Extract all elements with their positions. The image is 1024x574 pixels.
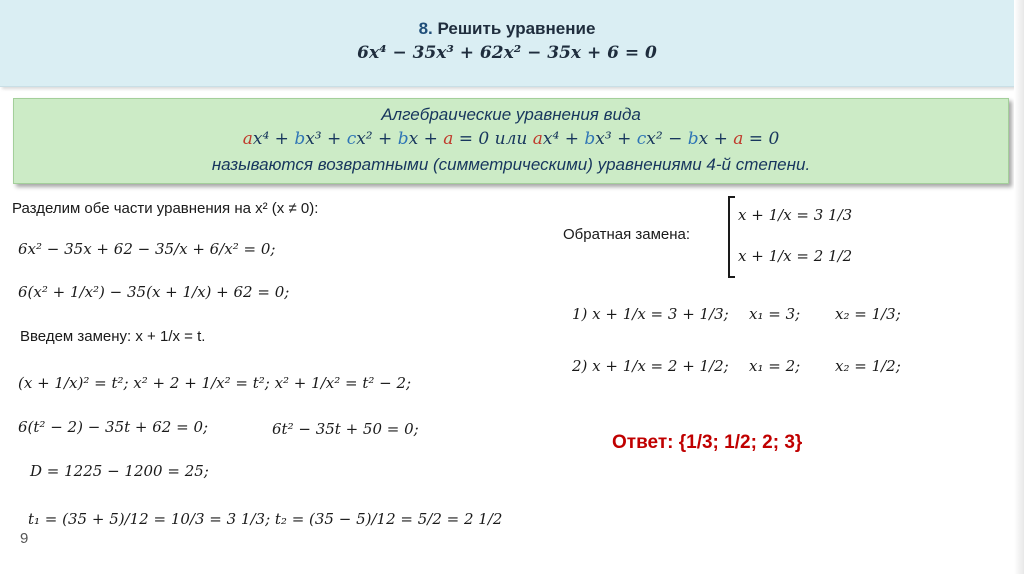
equation-step-4b: 6t² − 35t + 50 = 0; xyxy=(272,420,419,438)
discriminant: D = 1225 − 1200 = 25; xyxy=(30,462,209,480)
system-bracket xyxy=(728,196,735,278)
coef-b: b xyxy=(294,129,306,149)
case-1-equation: 1) x + 1/x = 3 + 1/3; xyxy=(572,305,729,323)
problem-number: 8. xyxy=(418,19,433,38)
equation-step-1: 6x² − 35x + 62 − 35/x + 6/x² = 0; xyxy=(18,240,276,258)
coef-a: a xyxy=(242,129,253,149)
system-equation-2: x + 1/x = 2 1/2 xyxy=(738,247,853,265)
slide-title xyxy=(0,19,1014,39)
answer: Ответ: {1/3; 1/2; 2; 3} xyxy=(612,432,803,453)
definition-conclusion: называются возвратными (симметрическими) уравнениями 4-й степени. xyxy=(211,155,811,174)
case-1-root-1: x₁ = 3; xyxy=(749,305,801,323)
slide-edge-shadow xyxy=(1014,0,1024,574)
roots: t₁ = (35 + 5)/12 = 10/3 = 3 1/3; t₂ = (35 − 5)/12 = 5/2 = 2 1/2 xyxy=(28,510,503,528)
definition-formula: ax⁴ + bx³ + cx² + bx + a = 0 или ax⁴ + bx³ + cx² − bx + a = 0 xyxy=(242,129,780,149)
problem-title: Решить уравнение xyxy=(437,19,596,38)
divide-statement: Разделим обе части уравнения на x² (x ≠ 0): xyxy=(12,200,319,217)
coef-c: c xyxy=(346,129,357,149)
definition-intro: Алгебраические уравнения вида xyxy=(381,105,641,124)
problem-equation: 6x⁴ − 35x³ + 62x² − 35x + 6 = 0 xyxy=(357,43,657,63)
system-equation-1: x + 1/x = 3 1/3 xyxy=(738,206,853,224)
case-2-root-2: x₂ = 1/2; xyxy=(835,357,901,375)
equation-step-3: (x + 1/x)² = t²; x² + 2 + 1/x² = t²; x² + 1/x² = t² − 2; xyxy=(18,374,412,392)
equation-step-2: 6(x² + 1/x²) − 35(x + 1/x) + 62 = 0; xyxy=(18,283,290,301)
substitution-statement: Введем замену: x + 1/x = t. xyxy=(20,328,206,345)
equation-step-4a: 6(t² − 2) − 35t + 62 = 0; xyxy=(18,418,209,436)
slide-header xyxy=(0,0,1014,87)
case-2-equation: 2) x + 1/x = 2 + 1/2; xyxy=(572,357,729,375)
case-1-root-2: x₂ = 1/3; xyxy=(835,305,901,323)
definition-box xyxy=(13,98,1009,184)
case-2-root-1: x₁ = 2; xyxy=(749,357,801,375)
reverse-substitution-label: Обратная замена: xyxy=(563,226,691,243)
page-number: 9 xyxy=(20,530,29,547)
